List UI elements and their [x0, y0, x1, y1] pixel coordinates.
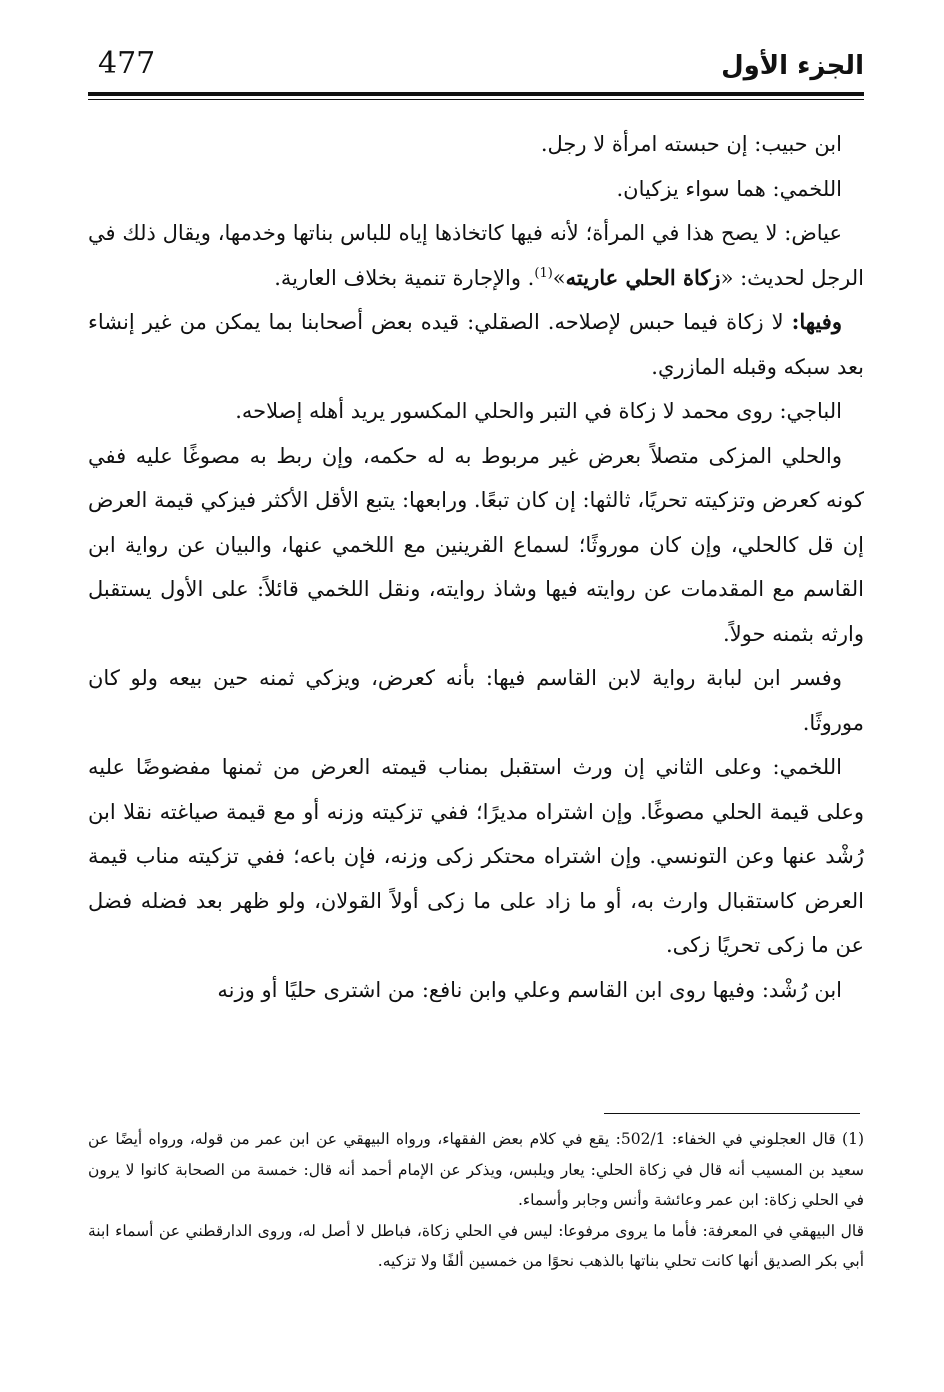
- paragraph-4-lead: وفيها:: [791, 309, 842, 334]
- paragraph-8: اللخمي: وعلى الثاني إن ورث استقبل بمناب قيمته العرض من ثمنها مفضوضًا عليه وعلى قيمة الحلي مصوغًا. وإن اشتراه مديرًا؛ ففي تزكيته وزنه أو مع قيمة صياغته نقلا ابن رُشْد عنها وعن التونسي. وإن اشتراه محتكر زكى وزنه، فإن باعه؛ ففي تزكيته مناب قيمة العرض كاستقبال وارث به، أو ما زاد على ما زكى أولاً القولان، ولو ظهر بعد فضله فضل عن ما زكى تحريًا زكى.: [88, 755, 864, 957]
- paragraph-3-text-b: »: [552, 265, 566, 290]
- footnote-1: (1) قال العجلوني في الخفاء: 502/1: يقع في كلام بعض الفقهاء، ورواه البيهقي عن ابن عمر من قوله، ورواه أيضًا عن سعيد بن المسيب أنه قال في زكاة الحلي: يعار ويلبس، ويذكر عن الإمام أحمد أنه قال: خمسة من الصحابة كانوا لا يرون في الحلي زكاة: ابن عمر وعائشة وأنس وجابر وأسماء.: [88, 1130, 864, 1209]
- paragraph-7: وفسر ابن لبابة رواية لابن القاسم فيها: بأنه كعرض، ويزكي ثمنه حين بيعه ولو كان موروثًا.: [88, 666, 864, 735]
- paragraph-2: اللخمي: هما سواء يزكيان.: [616, 176, 842, 201]
- paragraph-4: [88, 300, 864, 389]
- running-head: الجزء الأول: [721, 51, 864, 81]
- footnote-separator: [604, 1113, 860, 1114]
- paragraph-3: [88, 211, 864, 300]
- footnote-marker[interactable]: (1): [534, 265, 553, 281]
- paragraph-6: والحلي المزكى متصلاً بعرض غير مربوط به له حكمه، وإن ربط به مصوغًا عليه ففي كونه كعرض وتزكيته تحريًا، ثالثها: إن كان تبعًا. ورابعها: يتبع الأقل الأكثر فيزكي قيمة العرض إن قل كالحلي، وإن كان موروثًا؛ لسماع القرينين مع اللخمي عنها، والبيان عن رواية ابن القاسم مع المقدمات عن روايته فيها وشاذ روايته، ونقل اللخمي قائلاً: على الأول يستقبل وارثه بثمنه حولاً.: [88, 443, 864, 646]
- paragraph-5: الباجي: روى محمد لا زكاة في التبر والحلي المكسور يريد أهله إصلاحه.: [235, 399, 842, 423]
- header-rule-thick: [88, 92, 864, 96]
- footnotes: [88, 1124, 864, 1277]
- paragraph-1: ابن حبيب: إن حبسته امرأة لا رجل.: [540, 132, 842, 156]
- paragraph-4-text: لا زكاة فيما حبس لإصلاحه. الصقلي: قيده بعض أصحابنا بما يمكن من غير إنشاء بعد سبكه وقبله المازري.: [88, 310, 864, 379]
- footnote-1-continued: قال البيهقي في المعرفة: فأما ما يروى مرفوعا: ليس في الحلي زكاة، فباطل لا أصل له، وروى الدارقطني عن أسماء ابنة أبي بكر الصديق أنها كانت تحلي بناتها بالذهب نحوًا من خمسين ألفًا ولا تزكيه.: [88, 1221, 864, 1270]
- page-header: [88, 40, 864, 92]
- paragraph-9: ابن رُشْد: وفيها روى ابن القاسم وعلي وابن نافع: من اشترى حليًا أو وزنه: [217, 977, 842, 1002]
- hadith-quote: زكاة الحلي عاريته: [565, 264, 721, 290]
- main-text: [88, 122, 864, 1012]
- page-number: 477: [98, 46, 156, 81]
- paragraph-3-text-a: عياض: لا يصح هذا في المرأة؛ لأنه فيها كاتخاذها إياه للباس بناتها وخدمها، ويقال ذلك في الرجل لحديث: «: [88, 221, 864, 290]
- header-rule-thin: [88, 99, 864, 100]
- paragraph-3-text-c: . والإجارة تنمية بخلاف العارية.: [274, 265, 535, 290]
